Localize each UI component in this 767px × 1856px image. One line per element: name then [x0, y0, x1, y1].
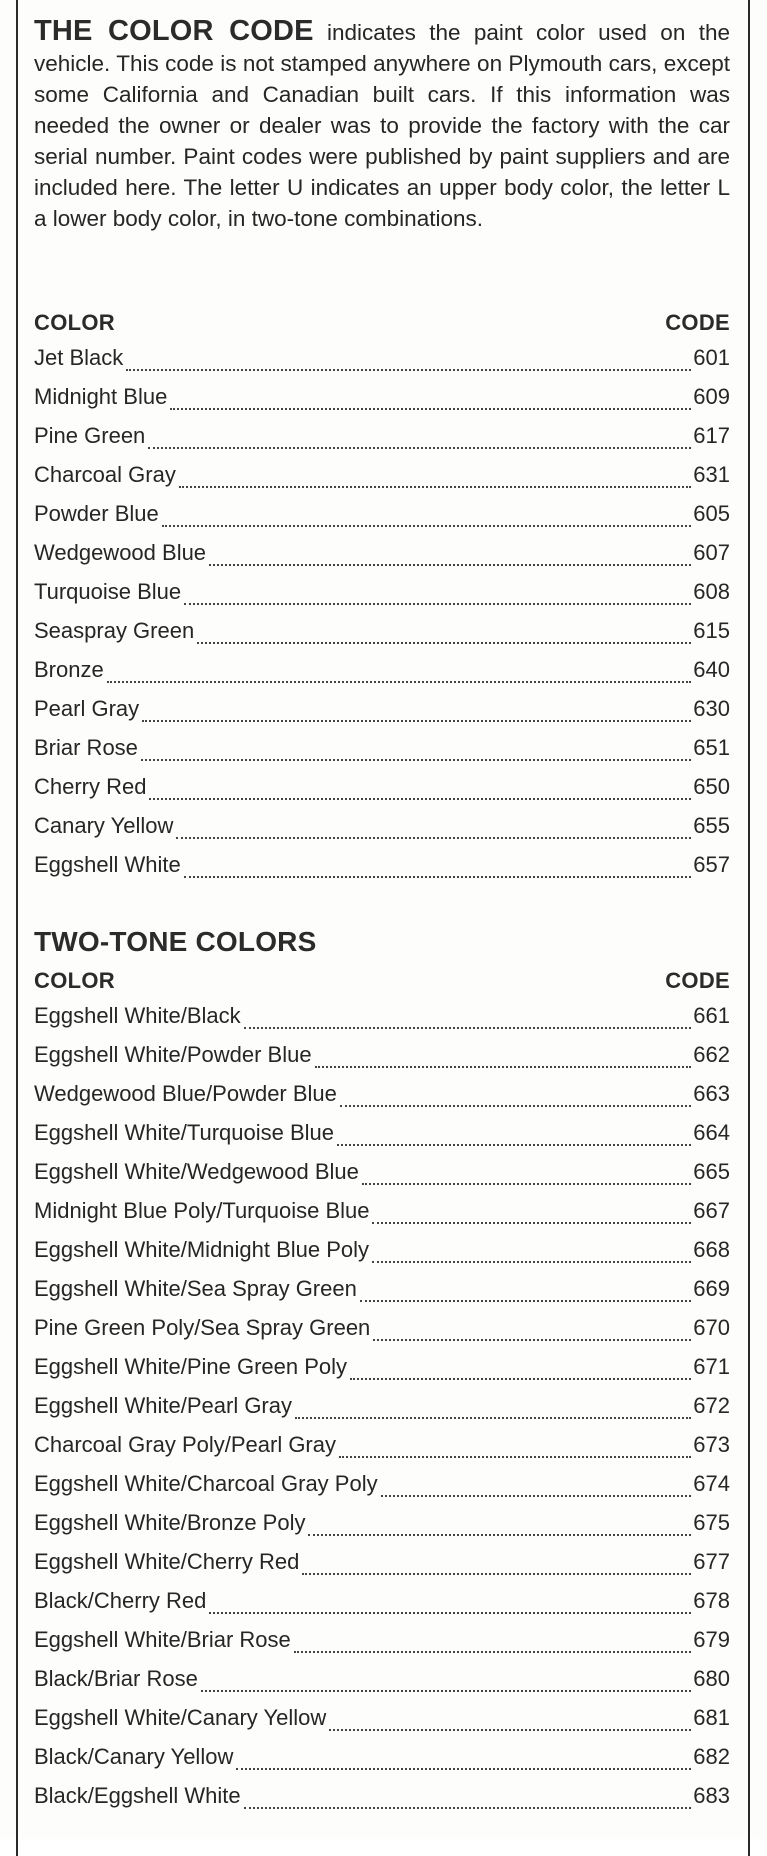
- column-header-color: COLOR: [34, 310, 115, 335]
- paint-code: 675: [693, 1510, 730, 1535]
- dot-leader: [236, 1768, 691, 1770]
- color-code-row: [34, 1581, 730, 1620]
- color-code-row: [34, 494, 730, 533]
- paint-code: 661: [693, 1003, 730, 1028]
- paint-code: 630: [693, 696, 730, 721]
- paint-code: 664: [693, 1120, 730, 1145]
- paint-code: 650: [693, 774, 730, 799]
- paint-code: 640: [693, 657, 730, 682]
- dot-leader: [107, 681, 692, 683]
- color-code-row: [34, 806, 730, 845]
- dot-leader: [308, 1534, 691, 1536]
- color-name: Eggshell White/Powder Blue: [34, 1042, 312, 1067]
- color-name: Midnight Blue: [34, 384, 168, 409]
- intro-paragraph: [34, 16, 730, 234]
- column-header-code: CODE: [665, 310, 730, 335]
- color-name: Black/Canary Yellow: [34, 1744, 234, 1769]
- color-name: Eggshell White/Pearl Gray: [34, 1393, 292, 1418]
- dot-leader: [142, 720, 691, 722]
- paint-code: 679: [693, 1627, 730, 1652]
- paint-code: 665: [693, 1159, 730, 1184]
- paint-code: 669: [693, 1276, 730, 1301]
- paint-code: 608: [693, 579, 730, 604]
- color-name: Eggshell White/Black: [34, 1003, 241, 1028]
- color-name: Pine Green Poly/Sea Spray Green: [34, 1315, 371, 1340]
- intro-lead-heading: THE COLOR CODE: [34, 15, 314, 47]
- color-name: Turquoise Blue: [34, 579, 182, 604]
- dot-leader: [350, 1378, 691, 1380]
- paint-code: 663: [693, 1081, 730, 1106]
- paint-code: 617: [693, 423, 730, 448]
- color-name: Black/Briar Rose: [34, 1666, 198, 1691]
- color-code-row: [34, 650, 730, 689]
- color-name: Bronze: [34, 657, 104, 682]
- color-code-row: [34, 1269, 730, 1308]
- dot-leader: [148, 447, 691, 449]
- solid-colors-list: [34, 338, 730, 884]
- color-name: Eggshell White/Turquoise Blue: [34, 1120, 335, 1145]
- paint-code: 683: [693, 1783, 730, 1808]
- color-name: Powder Blue: [34, 501, 159, 526]
- color-code-row: [34, 1542, 730, 1581]
- color-code-row: [34, 1230, 730, 1269]
- color-name: Wedgewood Blue/Powder Blue: [34, 1081, 337, 1106]
- color-name: Eggshell White/Wedgewood Blue: [34, 1159, 359, 1184]
- dot-leader: [141, 759, 691, 761]
- dot-leader: [197, 642, 691, 644]
- intro-body-text: indicates the paint color used on the vehicle. This code is not stamped anywhere on Plymouth cars, except some California and Canadian built cars. If this information was needed the owner or dealer was to provide the factory with the car serial number. Paint codes were published by paint suppliers and are included here. The letter U indicates an upper body color, the letter L a lower body color, in two-tone combinations.: [34, 20, 730, 231]
- paint-code: 668: [693, 1237, 730, 1262]
- dot-leader: [184, 603, 691, 605]
- paint-code: 678: [693, 1588, 730, 1613]
- color-name: Eggshell White/Pine Green Poly: [34, 1354, 348, 1379]
- paint-code: 670: [693, 1315, 730, 1340]
- color-name: Eggshell White/Charcoal Gray Poly: [34, 1471, 378, 1496]
- dot-leader: [149, 798, 691, 800]
- two-tone-title: TWO-TONE COLORS: [34, 926, 317, 957]
- paint-code: 601: [693, 345, 730, 370]
- color-code-row: [34, 338, 730, 377]
- two-tone-header: [34, 966, 730, 996]
- dot-leader: [381, 1495, 692, 1497]
- color-code-row: [34, 533, 730, 572]
- dot-leader: [184, 876, 692, 878]
- dot-leader: [373, 1339, 691, 1341]
- color-code-row: [34, 1425, 730, 1464]
- dot-leader: [209, 564, 691, 566]
- color-code-row: [34, 1308, 730, 1347]
- dot-leader: [294, 1651, 692, 1653]
- color-code-row: [34, 455, 730, 494]
- dot-leader: [201, 1690, 691, 1692]
- dot-leader: [372, 1261, 691, 1263]
- color-name: Eggshell White: [34, 852, 181, 877]
- paint-code: 674: [693, 1471, 730, 1496]
- dot-leader: [209, 1612, 691, 1614]
- color-code-row: [34, 1191, 730, 1230]
- paint-code: 682: [693, 1744, 730, 1769]
- color-name: Eggshell White/Midnight Blue Poly: [34, 1237, 370, 1262]
- dot-leader: [126, 369, 691, 371]
- dot-leader: [362, 1183, 691, 1185]
- color-code-row: [34, 1620, 730, 1659]
- color-code-row: [34, 1035, 730, 1074]
- dot-leader: [170, 408, 691, 410]
- dot-leader: [302, 1573, 691, 1575]
- color-code-row: [34, 728, 730, 767]
- color-code-row: [34, 1776, 730, 1815]
- paint-code: 609: [693, 384, 730, 409]
- color-code-row: [34, 1464, 730, 1503]
- paint-code: 662: [693, 1042, 730, 1067]
- color-code-row: [34, 1503, 730, 1542]
- column-header-color: COLOR: [34, 968, 115, 993]
- color-code-row: [34, 996, 730, 1035]
- paint-code: 673: [693, 1432, 730, 1457]
- dot-leader: [329, 1729, 691, 1731]
- paint-code: 655: [693, 813, 730, 838]
- paint-code: 651: [693, 735, 730, 760]
- color-name: Black/Cherry Red: [34, 1588, 207, 1613]
- dot-leader: [315, 1066, 692, 1068]
- color-code-row: [34, 1737, 730, 1776]
- color-code-row: [34, 689, 730, 728]
- column-header-code: CODE: [665, 968, 730, 993]
- paint-code: 680: [693, 1666, 730, 1691]
- color-name: Jet Black: [34, 345, 124, 370]
- color-code-row: [34, 1113, 730, 1152]
- color-code-row: [34, 1386, 730, 1425]
- paint-code: 615: [693, 618, 730, 643]
- paint-code: 671: [693, 1354, 730, 1379]
- color-name: Canary Yellow: [34, 813, 174, 838]
- color-name: Eggshell White/Cherry Red: [34, 1549, 300, 1574]
- color-name: Eggshell White/Bronze Poly: [34, 1510, 306, 1535]
- paint-code: 681: [693, 1705, 730, 1730]
- color-code-row: [34, 611, 730, 650]
- color-code-row: [34, 1074, 730, 1113]
- color-name: Wedgewood Blue: [34, 540, 207, 565]
- color-code-row: [34, 572, 730, 611]
- two-tone-section: [34, 924, 730, 1815]
- color-code-row: [34, 1698, 730, 1737]
- two-tone-list: [34, 996, 730, 1815]
- color-name: Pine Green: [34, 423, 146, 448]
- color-name: Eggshell White/Sea Spray Green: [34, 1276, 357, 1301]
- paint-code: 605: [693, 501, 730, 526]
- paint-code: 677: [693, 1549, 730, 1574]
- color-name: Eggshell White/Canary Yellow: [34, 1705, 327, 1730]
- color-name: Eggshell White/Briar Rose: [34, 1627, 291, 1652]
- paint-code: 607: [693, 540, 730, 565]
- dot-leader: [179, 486, 691, 488]
- paint-code: 672: [693, 1393, 730, 1418]
- dot-leader: [337, 1144, 691, 1146]
- color-code-row: [34, 767, 730, 806]
- color-name: Charcoal Gray Poly/Pearl Gray: [34, 1432, 336, 1457]
- dot-leader: [340, 1105, 691, 1107]
- color-name: Briar Rose: [34, 735, 138, 760]
- dot-leader: [295, 1417, 691, 1419]
- dot-leader: [360, 1300, 691, 1302]
- paint-code: 657: [693, 852, 730, 877]
- color-name: Seaspray Green: [34, 618, 195, 643]
- color-code-row: [34, 1659, 730, 1698]
- dot-leader: [162, 525, 692, 527]
- color-code-row: [34, 1347, 730, 1386]
- color-name: Midnight Blue Poly/Turquoise Blue: [34, 1198, 370, 1223]
- color-name: Pearl Gray: [34, 696, 140, 721]
- paint-code: 631: [693, 462, 730, 487]
- dot-leader: [372, 1222, 691, 1224]
- color-code-row: [34, 377, 730, 416]
- color-code-row: [34, 416, 730, 455]
- dot-leader: [244, 1807, 692, 1809]
- solid-colors-section: [34, 308, 730, 884]
- color-code-row: [34, 845, 730, 884]
- color-name: Charcoal Gray: [34, 462, 176, 487]
- solid-colors-header: [34, 308, 730, 338]
- color-name: Black/Eggshell White: [34, 1783, 241, 1808]
- dot-leader: [339, 1456, 691, 1458]
- dot-leader: [244, 1027, 692, 1029]
- color-name: Cherry Red: [34, 774, 147, 799]
- paint-code: 667: [693, 1198, 730, 1223]
- dot-leader: [176, 837, 691, 839]
- color-code-row: [34, 1152, 730, 1191]
